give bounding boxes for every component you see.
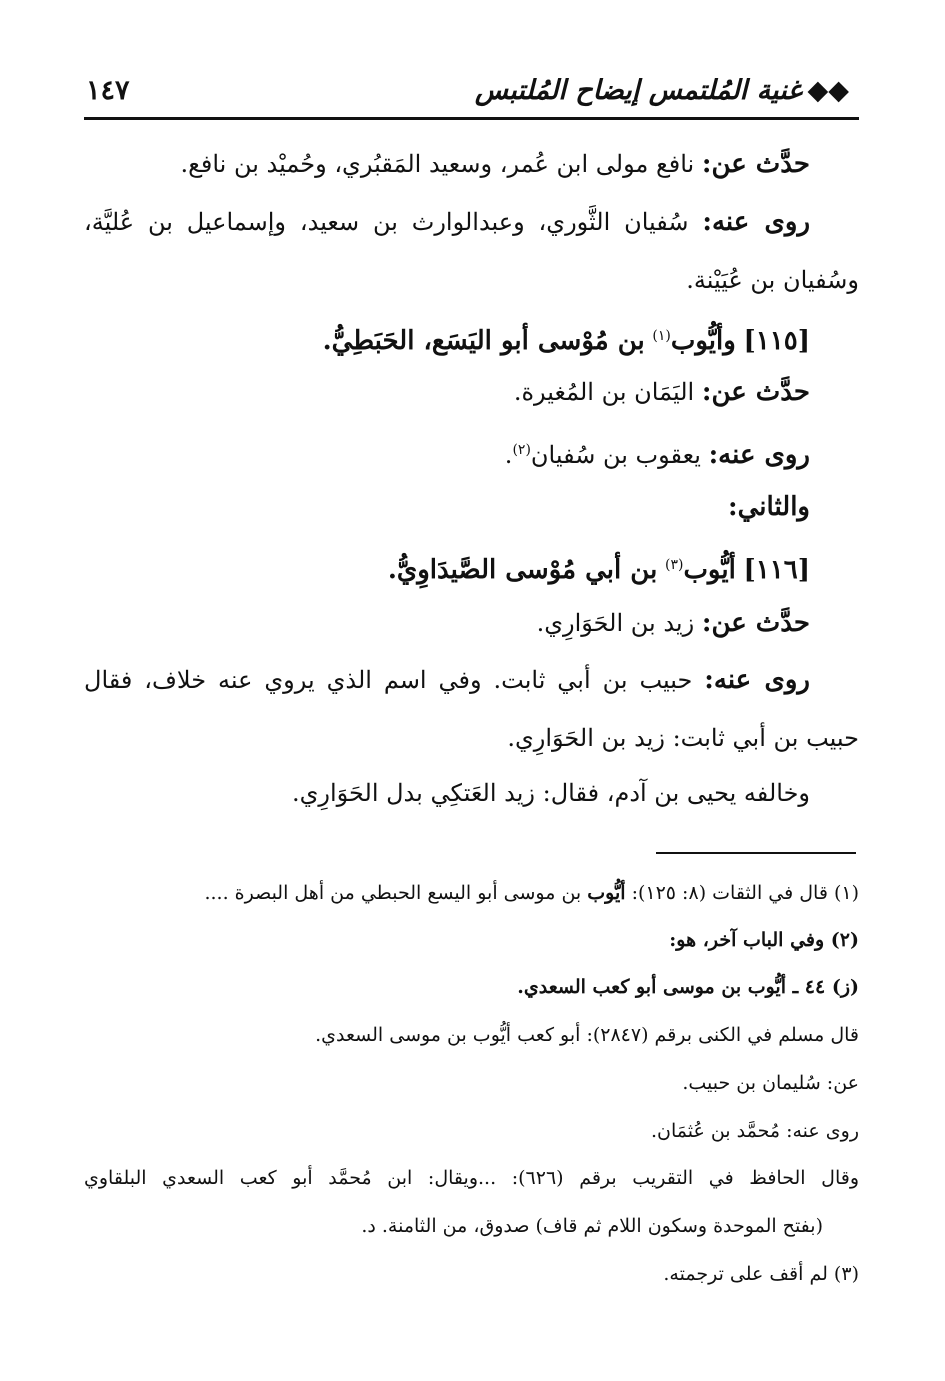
footnote-2: (٢) وفي الباب آخر، هو: xyxy=(669,929,859,951)
line-end: . xyxy=(504,441,513,469)
label-rawa-anhu: روى عنه: xyxy=(702,207,811,237)
footnote-ref-1[interactable]: (١) xyxy=(652,328,671,344)
line-text: اليَمَان بن المُغيرة. xyxy=(513,378,695,406)
line-text: يعقوب بن سُفيان xyxy=(530,441,701,469)
entry-name: وأيُّوب xyxy=(670,326,736,356)
body-line-5 xyxy=(84,372,810,412)
entry-name-rest: بن مُوْسى أبو اليَسَع، الحَبَطِيُّ. xyxy=(322,326,645,356)
line-text: نافع مولى ابن عُمر، وسعيد المَقبُري، وحُميْد بن نافع. xyxy=(180,150,695,178)
label-haddatha-an: حدَّث عن: xyxy=(701,377,810,407)
line-text: حبيب بن أبي ثابت. وفي اسم الذي يروي عنه خلاف، فقال xyxy=(84,666,693,694)
footnote-2-line-3: روى عنه: مُحمَّد بن عُثمَان. xyxy=(650,1120,859,1142)
line-text: زيد بن الحَوَارِي. xyxy=(536,609,695,637)
line-text: حبيب بن أبي ثابت: زيد بن الحَوَارِي. xyxy=(507,724,859,752)
line-text: وسُفيان بن عُيَيْنة. xyxy=(686,266,859,294)
label-rawa-anhu: روى عنه: xyxy=(708,440,810,470)
label-wal-thani: والثاني: xyxy=(728,492,810,522)
footnote-ref-2[interactable]: (٢) xyxy=(512,442,531,458)
footnote-text-rest: بن موسى أبو اليسع الحبطي من أهل البصرة .... xyxy=(204,882,588,904)
footnote-bold-name: أيُّوب xyxy=(587,882,626,904)
footnote-2-line-5: (بفتح الموحدة وسكون اللام ثم قاف) صدوق، من الثامنة. د. xyxy=(361,1215,823,1237)
footnote-2-line-1: قال مسلم في الكنى برقم (٢٨٤٧): أبو كعب أيُّوب بن موسى السعدي. xyxy=(315,1024,859,1046)
body-line-9 xyxy=(84,603,810,643)
body-line-11 xyxy=(84,718,859,758)
header-diamond-marker: ◆◆ xyxy=(807,75,849,106)
footnote-ref-3[interactable]: (٣) xyxy=(664,557,684,573)
footnote-rule xyxy=(656,852,856,854)
body-line-10 xyxy=(84,660,810,700)
body-line-7 xyxy=(84,487,810,527)
page-number: ١٤٧ xyxy=(86,75,130,106)
book-title xyxy=(475,75,849,106)
header-rule xyxy=(84,117,859,120)
line-text: وخالفه يحيى بن آدم، فقال: زيد العَتكِي بدل الحَوَارِي. xyxy=(291,779,810,807)
footnote-2-line-2: عن: سُليمان بن حبيب. xyxy=(682,1072,859,1094)
body-line-1 xyxy=(84,144,810,184)
label-haddatha-an: حدَّث عن: xyxy=(701,608,810,638)
footnote-2-line-4: وقال الحافظ في التقريب برقم (٦٢٦): ...ويقال: ابن مُحمَّد أبو كعب السعدي البلقاوي xyxy=(84,1167,859,1189)
label-rawa-anhu: روى عنه: xyxy=(704,665,810,695)
entry-116 xyxy=(84,545,810,590)
entry-number: [١١٦] xyxy=(743,555,810,585)
entry-115 xyxy=(84,316,810,361)
entry-name: أيُّوب xyxy=(683,555,736,585)
footnote-1 xyxy=(84,878,859,908)
footnote-2-entry: (ز) ٤٤ ـ أيُّوب بن موسى أبو كعب السعدي. xyxy=(517,976,859,998)
entry-name-rest: بن أبي مُوْسى الصَّيدَاوِيُّ. xyxy=(387,555,658,585)
running-header xyxy=(86,62,849,106)
body-line-3 xyxy=(84,260,859,300)
body-line-12 xyxy=(84,773,810,813)
line-text: سُفيان الثَّوري، وعبدالوارث بن سعيد، وإسماعيل بن عُليَّة، xyxy=(84,208,689,236)
body-line-6 xyxy=(84,430,810,475)
book-title-text: غنية المُلتمس إيضاح المُلتبس xyxy=(474,75,802,106)
footnote-3: (٣) لم أقف على ترجمته. xyxy=(663,1263,859,1285)
entry-number: [١١٥] xyxy=(743,326,810,356)
footnote-text: (١) قال في الثقات (٨: ١٢٥): xyxy=(625,882,859,904)
label-haddatha-an: حدَّث عن: xyxy=(701,149,810,179)
body-line-2 xyxy=(84,202,810,242)
